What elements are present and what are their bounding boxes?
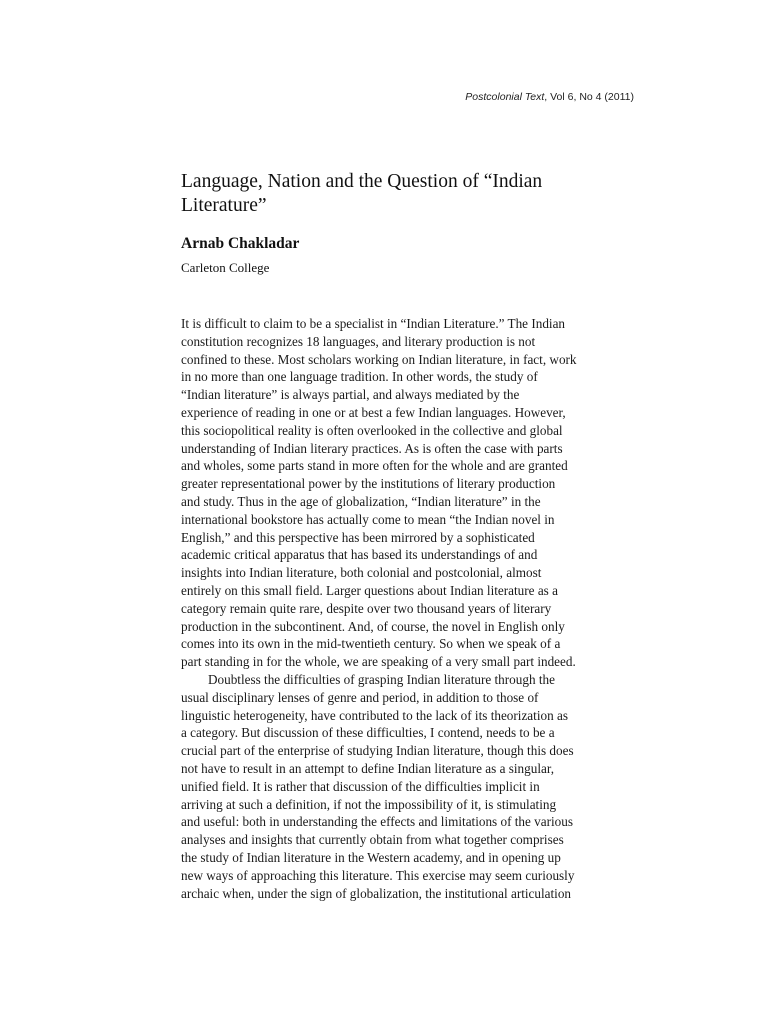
body-line: part standing in for the whole, we are speaking of a very small part indeed. xyxy=(181,654,576,670)
title-line: Language, Nation and the Question of “Indian xyxy=(181,171,543,192)
title-line: Literature” xyxy=(181,195,267,216)
body-line: academic critical apparatus that has based its understandings of and xyxy=(181,547,538,563)
body-line: understanding of Indian literary practices. As is often the case with parts xyxy=(181,440,563,456)
author-affiliation: Carleton College xyxy=(181,260,270,275)
paragraph-start-line: Doubtless the difficulties of grasping Indian literature through the xyxy=(208,671,555,687)
body-text xyxy=(181,315,651,902)
body-line: arriving at such a definition, if not the impossibility of it, is stimulating xyxy=(181,796,557,812)
author-name: Arnab Chakladar xyxy=(181,235,300,252)
body-line: constitution recognizes 18 languages, and literary production is not xyxy=(181,333,536,349)
body-line: crucial part of the enterprise of studying Indian literature, though this does xyxy=(181,743,574,759)
body-line: comes into its own in the mid-twentieth century. So when we speak of a xyxy=(181,636,561,652)
body-line: production in the subcontinent. And, of course, the novel in English only xyxy=(181,618,565,634)
journal-name: Postcolonial Text xyxy=(465,91,545,103)
body-line: “Indian literature” is always partial, and always mediated by the xyxy=(181,387,520,403)
body-line: the study of Indian literature in the Western academy, and in opening up xyxy=(181,849,561,865)
body-line: confined to these. Most scholars working on Indian literature, in fact, work xyxy=(181,351,577,367)
body-line: a category. But discussion of these difficulties, I contend, needs to be a xyxy=(181,725,555,741)
body-line: not have to result in an attempt to define Indian literature as a singular, xyxy=(181,760,554,776)
body-line: analyses and insights that currently obtain from what together comprises xyxy=(181,832,564,848)
body-line: linguistic heterogeneity, have contributed to the lack of its theorization as xyxy=(181,707,568,723)
body-line: and study. Thus in the age of globalization, “Indian literature” in the xyxy=(181,493,541,509)
body-line: It is difficult to claim to be a specialist in “Indian Literature.” The Indian xyxy=(181,316,566,331)
body-line: insights into Indian literature, both colonial and postcolonial, almost xyxy=(181,565,542,581)
body-line: and wholes, some parts stand in more often for the whole and are granted xyxy=(181,458,568,474)
running-header xyxy=(465,91,634,103)
body-line: in no more than one language tradition. In other words, the study of xyxy=(181,369,538,385)
article-title xyxy=(181,170,601,218)
body-line: usual disciplinary lenses of genre and period, in addition to those of xyxy=(181,689,539,705)
body-line: this sociopolitical reality is often overlooked in the collective and global xyxy=(181,422,563,438)
body-line: greater representational power by the institutions of literary production xyxy=(181,476,556,492)
body-line: category remain quite rare, despite over two thousand years of literary xyxy=(181,600,552,616)
body-line: new ways of approaching this literature. This exercise may seem curiously xyxy=(181,867,575,883)
body-line: unified field. It is rather that discussion of the difficulties implicit in xyxy=(181,778,540,794)
body-line: experience of reading in one or at best a few Indian languages. However, xyxy=(181,404,566,420)
body-line: archaic when, under the sign of globalization, the institutional articulation xyxy=(181,885,572,901)
body-line: international bookstore has actually come to mean “the Indian novel in xyxy=(181,511,555,527)
volume-issue: , Vol 6, No 4 (2011) xyxy=(544,91,634,103)
body-line: English,” and this perspective has been mirrored by a sophisticated xyxy=(181,529,535,545)
body-line: and useful: both in understanding the effects and limitations of the various xyxy=(181,814,573,830)
body-line: entirely on this small field. Larger questions about Indian literature as a xyxy=(181,582,558,598)
